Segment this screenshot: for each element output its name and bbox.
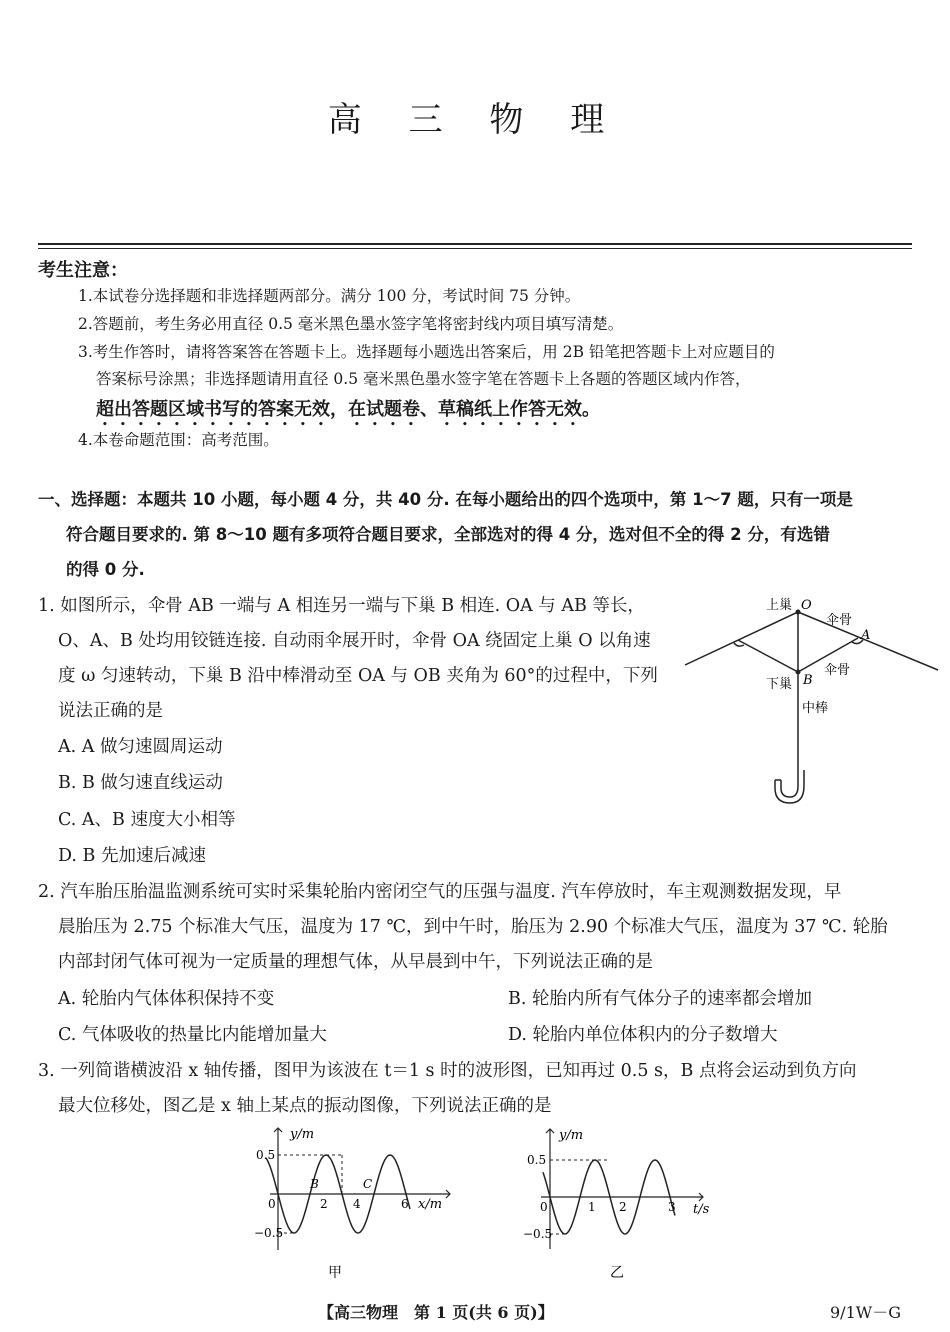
question-1-option-a: A. A 做匀速圆周运动 <box>58 737 223 757</box>
ytick-neg: −0.5 <box>523 1227 553 1241</box>
wave-graph-a <box>250 1122 460 1282</box>
xtick: 2 <box>619 1200 627 1214</box>
page-code: 9/1W－G <box>830 1303 901 1322</box>
question-3-text: 最大位移处，图乙是 x 轴上某点的振动图像，下列说法正确的是 <box>58 1096 552 1116</box>
notice-item: 2.答题前，考生务必用直径 0.5 毫米黑色墨水签字笔将密封线内项目填写清楚。 <box>78 315 624 333</box>
axis-xlabel: x/m <box>418 1197 443 1212</box>
question-2-option-c: C. 气体吸收的热量比内能增加量大 <box>58 1025 327 1045</box>
label-shaft: 中棒 <box>802 701 829 716</box>
xtick: 2 <box>320 1197 328 1211</box>
notice-item-continued: 答案标号涂黑；非选择题请用直径 0.5 毫米黑色墨水签字笔在答题卡上各题的答题区域内作答， <box>96 370 751 388</box>
question-1-option-c: C. A、B 速度大小相等 <box>58 810 236 830</box>
page-title: 高 三 物 理 <box>327 100 623 140</box>
question-1-option-d: D. B 先加速后减速 <box>58 846 206 866</box>
page-footer: 【高三物理 第 1 页(共 6 页)】 <box>318 1303 554 1322</box>
axis-ylabel: y/m <box>290 1127 315 1142</box>
question-2-text: 晨胎压为 2.75 个标准大气压，温度为 17 ℃，到中午时，胎压为 2.90 个标准大气压，温度为 37 ℃. 轮胎 <box>58 917 888 937</box>
question-2-text: 内部封闭气体可视为一定质量的理想气体，从早晨到中午，下列说法正确的是 <box>58 952 653 972</box>
hinge-o <box>796 610 801 615</box>
xtick: 3 <box>668 1200 676 1214</box>
question-3-text: 3. 一列简谐横波沿 x 轴传播，图甲为该波在 t＝1 s 时的波形图，已知再过 0.5 s，B 点将会运动到负方向 <box>38 1061 857 1081</box>
question-2-text: 2. 汽车胎压胎温监测系统可实时采集轮胎内密闭空气的压强与温度. 汽车停放时，车主观测数据发现，早 <box>38 882 842 902</box>
header-rule-thin <box>38 248 912 249</box>
label-rib-upper: 伞骨 <box>826 613 853 628</box>
graph-caption: 甲 <box>328 1265 342 1281</box>
question-1-text: O、A、B 处均用铰链连接. 自动雨伞展开时，伞骨 OA 绕固定上巢 O 以角速 <box>58 631 651 651</box>
axis-ylabel: y/m <box>559 1128 584 1143</box>
ytick-neg: −0.5 <box>254 1226 284 1240</box>
section-heading-line: 的得 0 分. <box>66 560 145 579</box>
question-1-text: 度 ω 匀速转动，下巢 B 沿中棒滑动至 OA 与 OB 夹角为 60°的过程中，下列 <box>58 666 658 686</box>
question-2-option-a: A. 轮胎内气体体积保持不变 <box>58 989 275 1009</box>
question-2-option-b: B. 轮胎内所有气体分子的速率都会增加 <box>508 989 812 1009</box>
graph-caption: 乙 <box>610 1265 624 1281</box>
xtick: 4 <box>353 1197 361 1211</box>
xtick: 6 <box>401 1197 409 1211</box>
vibration-graph-b <box>515 1125 725 1285</box>
origin-label: 0 <box>268 1197 276 1211</box>
label-lower-nest: 下巢 <box>766 677 793 692</box>
question-1-text: 1. 如图所示，伞骨 AB 一端与 A 相连另一端与下巢 B 相连. OA 与 AB 等长， <box>38 596 645 616</box>
axis-xlabel: t/s <box>693 1202 710 1217</box>
question-2-option-d: D. 轮胎内单位体积内的分子数增大 <box>508 1025 778 1045</box>
origin-label: 0 <box>540 1200 548 1214</box>
xtick: 1 <box>588 1200 596 1214</box>
label-a: A <box>861 628 871 643</box>
ytick-pos: 0.5 <box>527 1153 547 1167</box>
question-1-text: 说法正确的是 <box>58 701 163 721</box>
notice-item: 1.本试卷分选择题和非选择题两部分。满分 100 分，考试时间 75 分钟。 <box>78 287 581 305</box>
notice-emphasis: 超出答题区域书写的答案无效，在试题卷、草稿纸上作答无效。 <box>96 399 600 420</box>
label-upper-nest: 上巢 <box>766 598 793 613</box>
label-b: B <box>803 673 813 688</box>
point-c-label: C <box>363 1177 373 1191</box>
notice-item: 4.本卷命题范围：高考范围。 <box>78 431 279 449</box>
header-rule <box>38 243 912 245</box>
question-1-option-b: B. B 做匀速直线运动 <box>58 773 223 793</box>
notice-heading: 考生注意： <box>38 260 128 281</box>
label-rib-lower: 伞骨 <box>824 663 851 678</box>
section-heading-line: 符合题目要求的. 第 8～10 题有多项符合题目要求，全部选对的得 4 分，选对但不全的得 2 分，有选错 <box>66 525 830 544</box>
umbrella-diagram <box>680 590 945 805</box>
label-o: O <box>801 598 812 613</box>
hinge-b <box>796 670 801 675</box>
section-heading: 一、选择题：本题共 10 小题，每小题 4 分，共 40 分. 在每小题给出的四个选项中，第 1～7 题，只有一项是 <box>38 490 853 509</box>
ytick-pos: 0.5 <box>256 1148 276 1162</box>
point-b-label: B <box>310 1177 319 1191</box>
notice-item: 3.考生作答时，请将答案答在答题卡上。选择题每小题选出答案后，用 2B 铅笔把答题卡上对应题目的 <box>78 343 775 361</box>
